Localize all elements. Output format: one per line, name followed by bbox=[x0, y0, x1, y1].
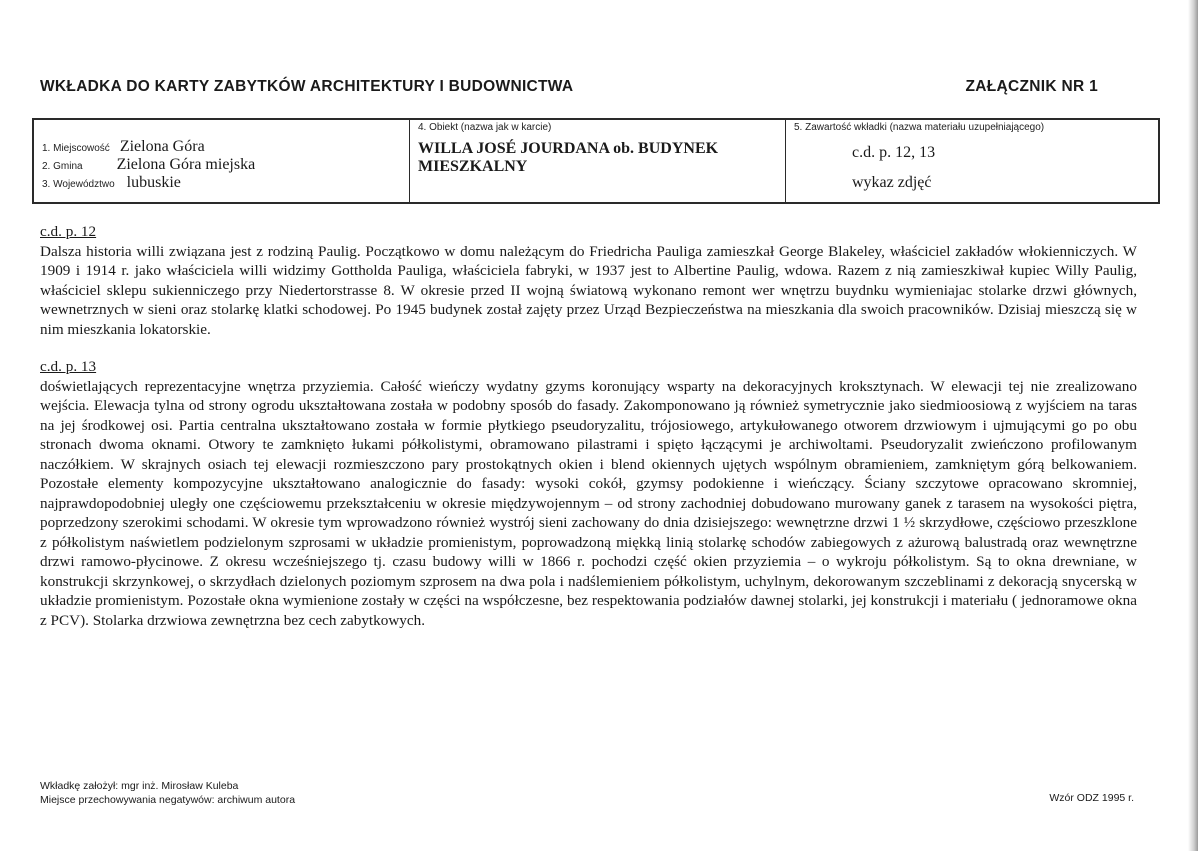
contents-line-1: c.d. p. 12, 13 bbox=[852, 144, 936, 161]
commune-row bbox=[42, 156, 255, 174]
document-title: WKŁADKA DO KARTY ZABYTKÓW ARCHITEKTURY I BUDOWNICTWA bbox=[40, 78, 574, 95]
main-text bbox=[40, 222, 1137, 630]
contents-line-2: wykaz zdjęć bbox=[852, 174, 932, 191]
object-label: 4. Obiekt (nazwa jak w karcie) bbox=[418, 122, 552, 133]
page-edge-shadow bbox=[1188, 0, 1198, 851]
locality-row bbox=[42, 138, 205, 156]
contents-label: 5. Zawartość wkładki (nazwa materiału uzupełniającego) bbox=[794, 122, 1045, 133]
section-paragraph: Dalsza historia willi związana jest z rodziną Paulig. Początkowo w domu należącym do Friedricha Pauliga zamieszkał George Blakeley, właściciel zakładów włokienniczych. W 1909 i 1914 r. jako właściciela willi widzimy Gottholda Pauliga, właściciela fabryki, w 1937 jest to Albertine Paulig, wdowa. Razem z nią zamieszkiwał kupiec Willy Paulig, właściciel sklepu sukienniczego przy Niedertorstrasse 8. W okresie przed II wojną światową wykonano remont wer wnętrzu buydnku wymieniajac stolarke drzwi głównych, wewnetrznych w sieni oraz stolarkę klatki schodowej. Po 1945 budynek został zajęty przez Urząd Bezpieczeństwa na mieszkania dla swoich pracowników. Dzisiaj mieszczą się w nim mieszkania lokatorskie. bbox=[40, 242, 1137, 338]
object-name: WILLA JOSÉ JOURDANA ob. BUDYNEK MIESZKALNY bbox=[418, 140, 719, 175]
location-cell bbox=[34, 120, 410, 202]
info-table bbox=[32, 118, 1160, 204]
commune-value: Zielona Góra miejska bbox=[116, 156, 256, 173]
section-paragraph: doświetlających reprezentacyjne wnętrza przyziemia. Całość wieńczy wydatny gzyms koronujący wsparty na dekoracyjnych kroksztynach. W elewacji tej nie zrealizowano wejścia. Elewacja tylna od strony ogrodu ukształtowana została w podobny sposób do fasady. Zakomponowano ją również symetrycznie jako siedmioosiową z wyjściem na taras na jej środkowej osi. Partia centralna ukształtowano została w formie płytkiego pseudoryzalitu, trójosiowego, artykułowanego otworem drzwiowym i ujmującymi go po obu stronach dwoma oknami. Otwory te zamknięto łukami półkolistymi, obramowano pilastrami i spięto łączącymi je archiwoltami. Pseudoryzalit zwieńczono profilowanym naczółkiem. W skrajnych osiach tej elewacji rozmieszczono pary prostokątnych okien i blend okiennych ujętych wspólnym obramieniem, zamkniętym górą belkowaniem. Pozostałe elementy kompozycyjne ukształtowano analogicznie do fasady: wysoki cokół, gzymsy podokienne i wieńczący. Ściany szczytowe opracowano skromniej, najprawdopodobniej uległy one częściowemu przekształceniu w okresie międzywojennym – od strony zachodniej dobudowano murowany ganek z tarasem na wysokości piętra, poprzedzony szerokimi schodami. W okresie tym wprowadzono również wystrój sieni zachowany do dnia dzisiejszego: wewnętrzne drzwi 1 ½ skrzydłowe, częściowo przeszklone z półkolistym naświetlem podzielonym szprosami w układzie promienistym, poprowadzoną miękką linią stolarkę schodów zabiegowych z ażurową balustradą oraz wewnętrzne drzwi ramowo-płycinowe. Z okresu wcześniejszego tj. czasu budowy willi w 1866 r. pochodzi część okien przyziemia – o wykroju półkolistym. Są to okna drewniane, w konstrukcji skrzynkowej, o skrzydłach dzielonych poziomym szprosem na dwa pola i nadślemieniem półkolistym, uchylnym, dekorowanym szczeblinami z dekoracją snycerską w układzie promienistym. Pozostałe okna wymienione zostały w części na współczesne, bez respektowania podziałów dawnej stolarki, jej konstrukcji i materiału ( jednoramowe okna z PCV). Stolarka drzwiowa zewnętrzna bez cech zabytkowych. bbox=[40, 377, 1137, 629]
storage-line: Miejsce przechowywania negatywów: archiwum autora bbox=[40, 794, 296, 806]
section-heading: c.d. p. 12 bbox=[40, 223, 97, 240]
voivodeship-row bbox=[42, 174, 181, 192]
contents-cell bbox=[786, 120, 1158, 202]
object-cell bbox=[410, 120, 786, 202]
voivodeship-label: 3. Województwo bbox=[42, 179, 115, 190]
template-version: Wzór ODZ 1995 r. bbox=[1049, 792, 1134, 804]
author-line: Wkładkę założył: mgr inż. Mirosław Kuleba bbox=[40, 780, 239, 792]
footer-info bbox=[40, 779, 295, 807]
locality-label: 1. Miejscowość bbox=[42, 143, 110, 154]
section-heading: c.d. p. 13 bbox=[40, 358, 97, 375]
locality-value: Zielona Góra bbox=[119, 138, 205, 155]
voivodeship-value: lubuskie bbox=[126, 174, 181, 191]
commune-label: 2. Gmina bbox=[42, 161, 83, 172]
annex-number: ZAŁĄCZNIK NR 1 bbox=[965, 78, 1098, 95]
